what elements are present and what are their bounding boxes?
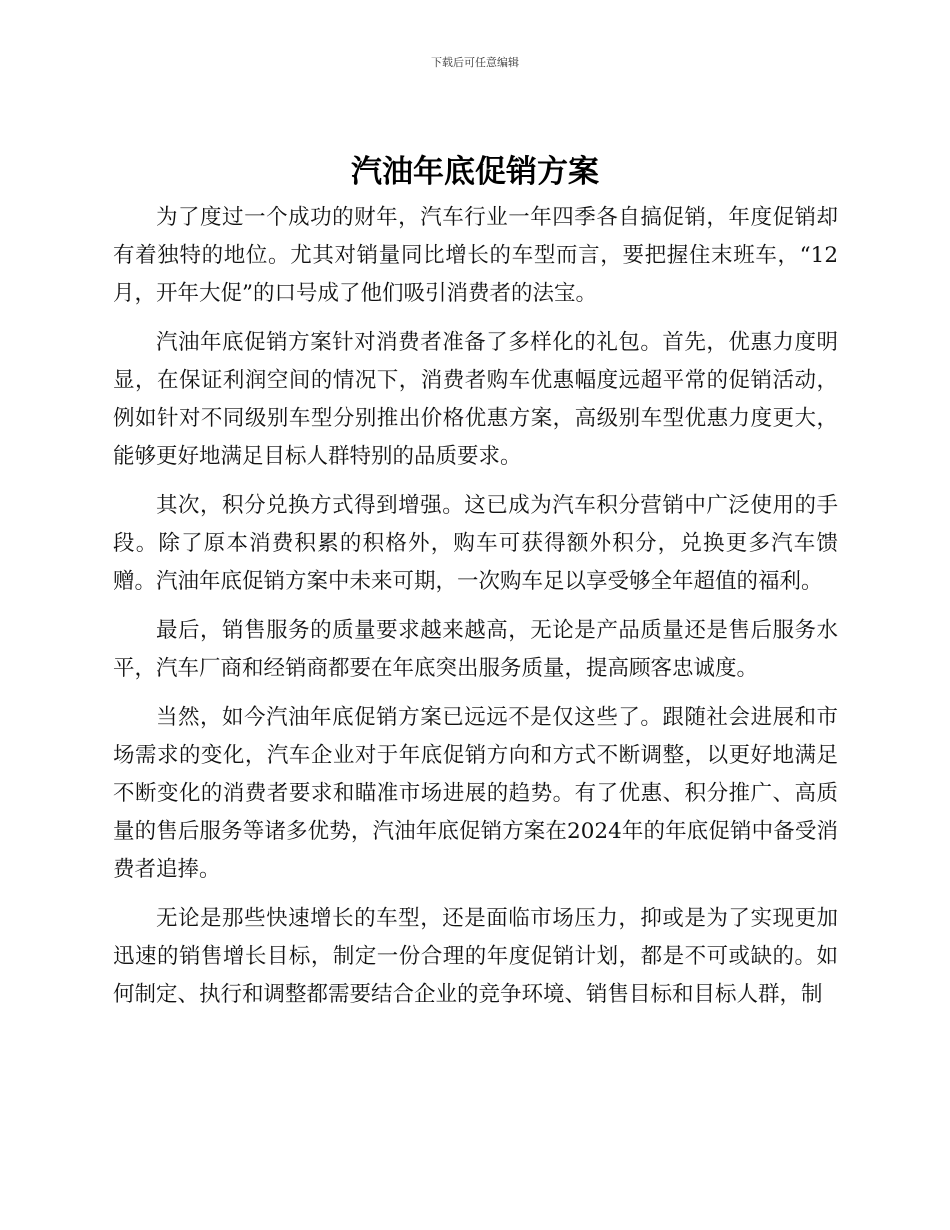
document-body [113,199,838,1025]
page-header-note: 下载后可任意编辑 [431,56,519,69]
paragraph-6: 无论是那些快速增长的车型，还是面临市场压力，抑或是为了实现更加迅速的销售增长目标，制定一份合理的年度促销计划，都是不可或缺的。如何制定、执行和调整都需要结合企业的竞争环境、销售目标和目标人群，制 [113,906,838,1007]
paragraph-3: 其次，积分兑换方式得到增强。这已成为汽车积分营销中广泛使用的手段。除了原本消费积累的积格外，购车可获得额外积分，兑换更多汽车馈赠。汽油年底促销方案中未来可期，一次购车足以享受够全年超值的福利。 [113,493,838,594]
paragraph-1: 为了度过一个成功的财年，汽车行业一年四季各自搞促销，年度促销却有着独特的地位。尤其对销量同比增长的车型而言，要把握住末班车，“12月，开年大促”的口号成了他们吸引消费者的法宝。 [113,205,838,306]
paragraph-4: 最后，销售服务的质量要求越来越高，无论是产品质量还是售后服务水平，汽车厂商和经销商都要在年底突出服务质量，提高顾客忠诚度。 [113,618,838,681]
paragraph-5: 当然，如今汽油年底促销方案已远远不是仅这些了。跟随社会进展和市场需求的变化，汽车企业对于年底促销方向和方式不断调整，以更好地满足不断变化的消费者要求和瞄准市场进展的趋势。有了优惠、积分推广、高质量的售后服务等诸多优势，汽油年底促销方案在2024年的年底促销中备受消费者追捧。 [113,705,838,882]
document-title: 汽油年底促销方案 [351,154,599,190]
paragraph-2: 汽油年底促销方案针对消费者准备了多样化的礼包。首先，优惠力度明显，在保证利润空间的情况下，消费者购车优惠幅度远超平常的促销活动，例如针对不同级别车型分别推出价格优惠方案，高级别车型优惠力度更大，能够更好地满足目标人群特别的品质要求。 [113,330,838,469]
